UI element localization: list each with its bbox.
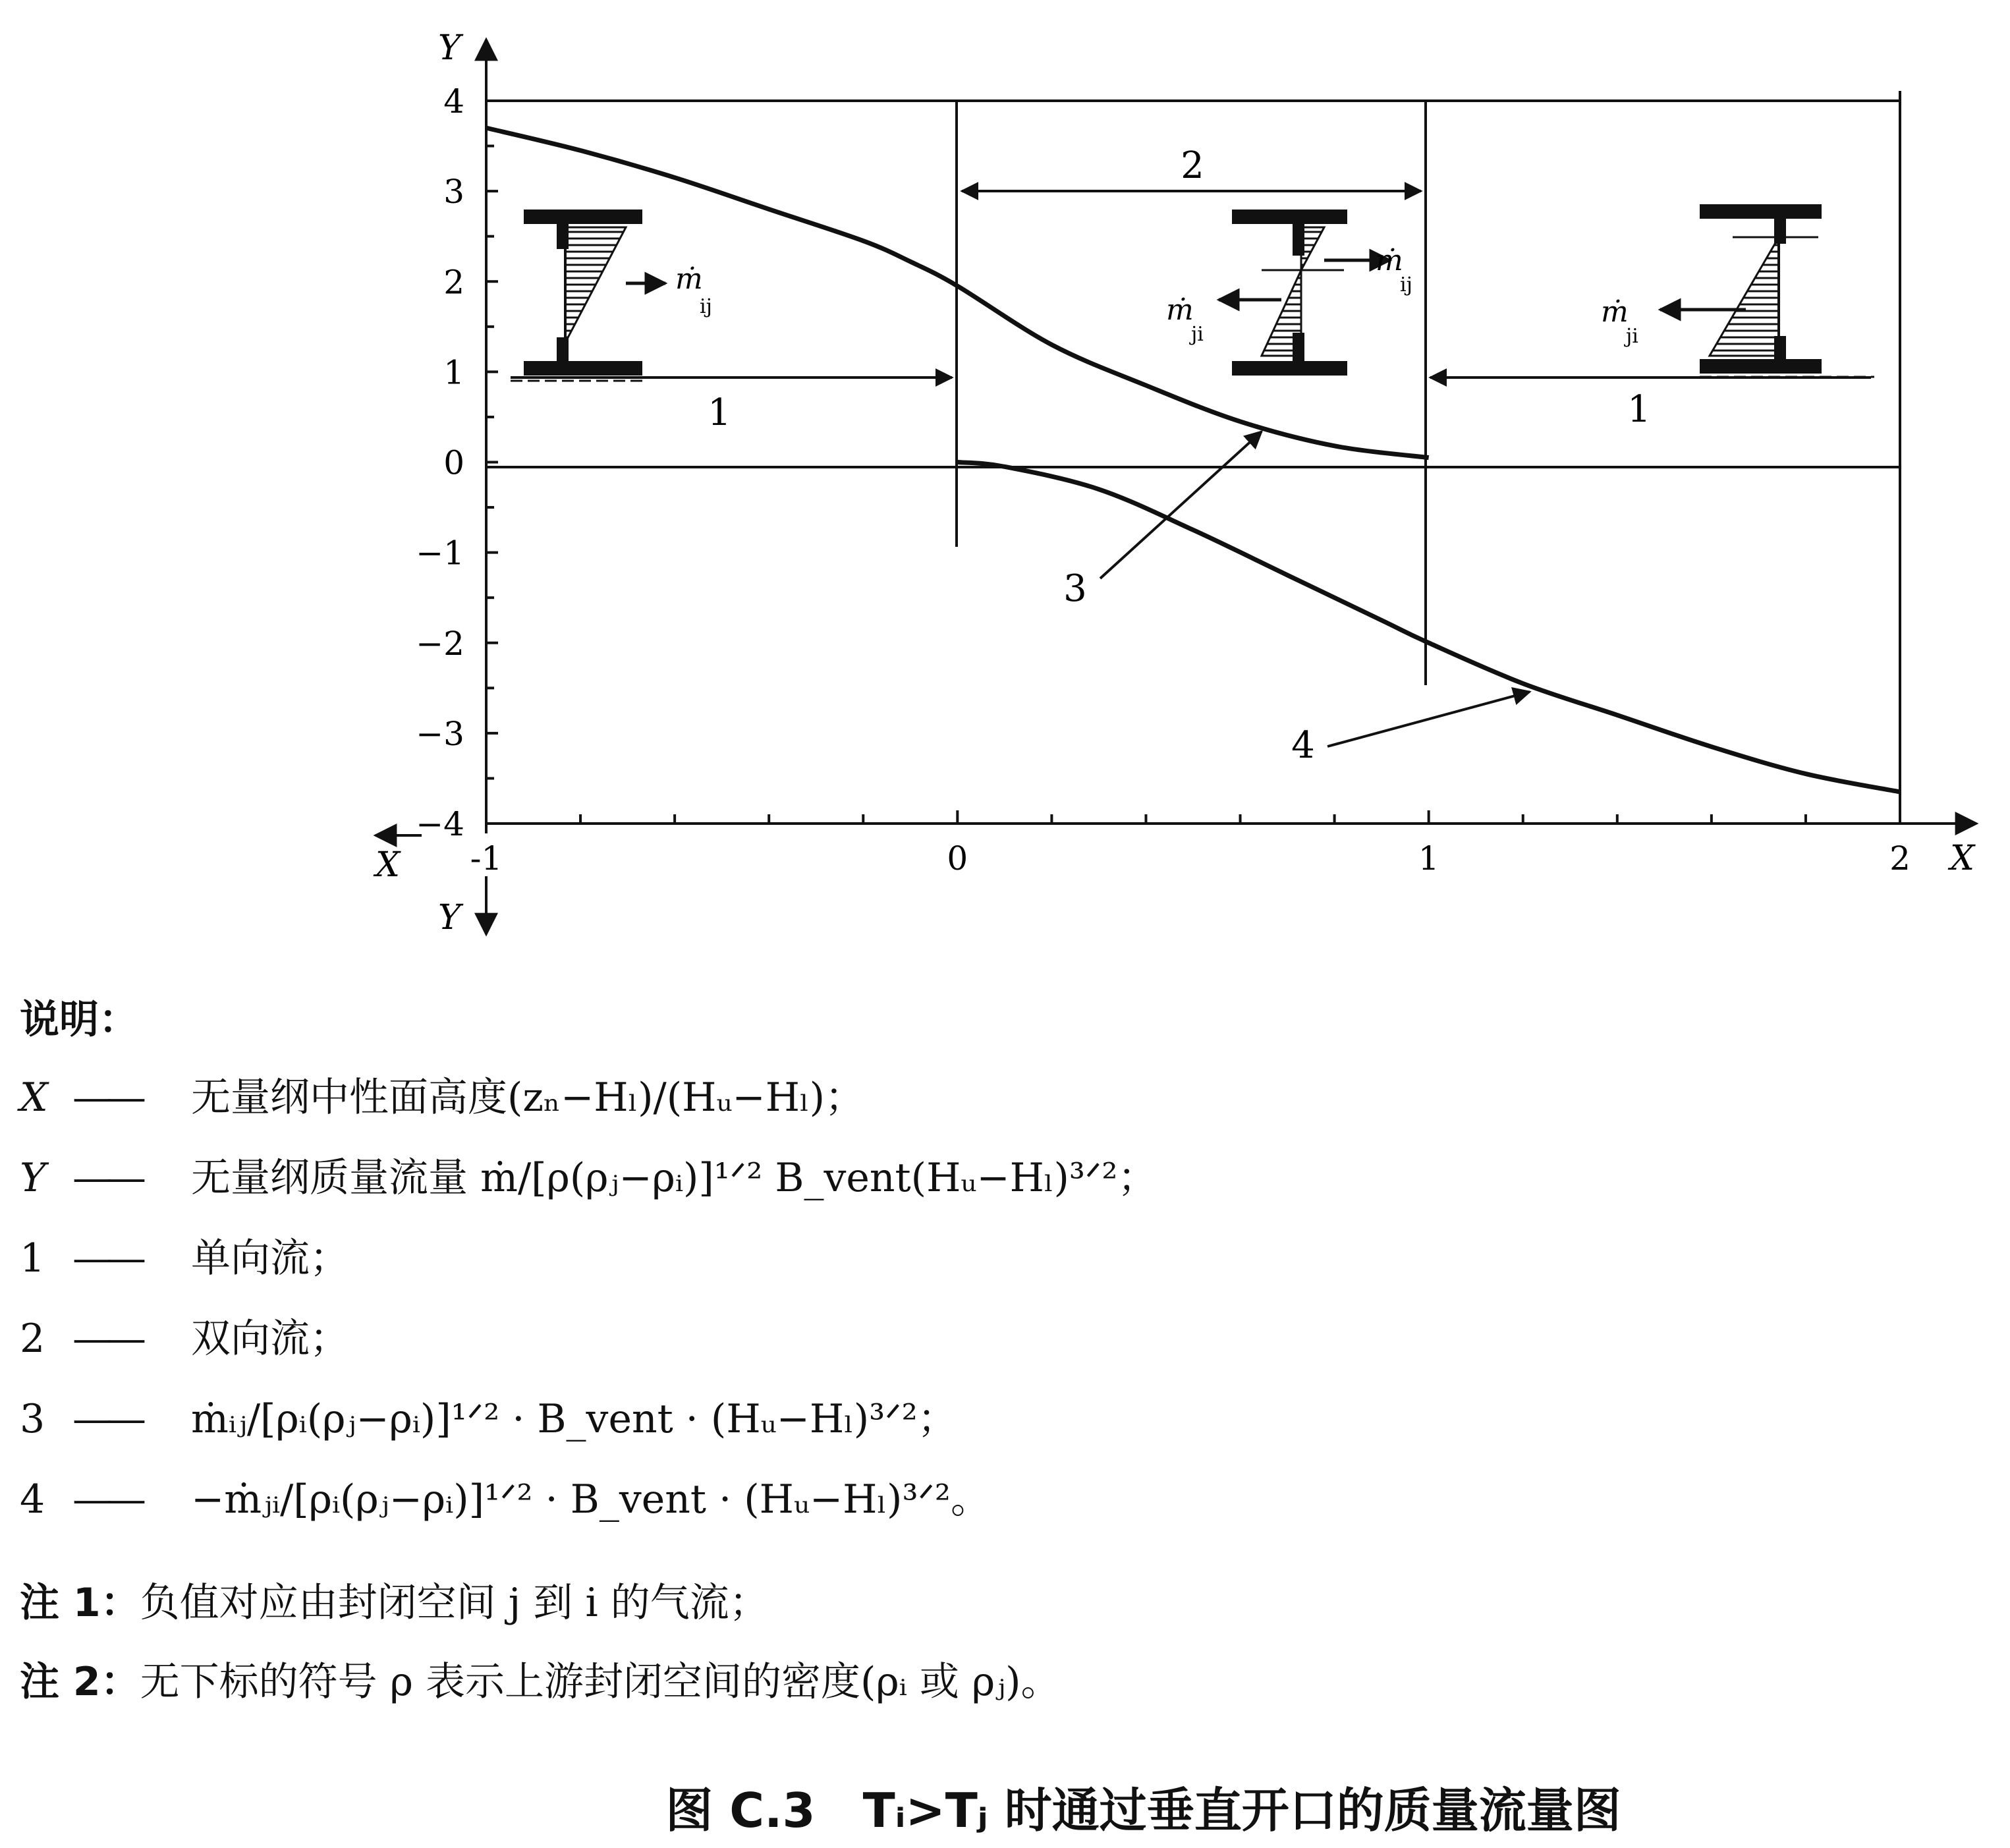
legend-item-3 — [20, 1387, 1930, 1468]
y-tick-label: −3 — [416, 714, 464, 753]
legend-dash: —— — [72, 1476, 141, 1523]
axis-ticks — [486, 101, 1900, 824]
legend-symbol: 4 — [20, 1476, 45, 1523]
legend-text: 无量纲质量流量 ṁ/[ρ(ρⱼ−ρᵢ)]¹ᐟ² B_vent(Hᵤ−Hₗ)³ᐟ²； — [191, 1155, 1158, 1201]
inset-unidirectional-ij — [511, 210, 712, 381]
note-label: 注 2： — [20, 1659, 140, 1705]
legend-dash: —— — [72, 1396, 141, 1442]
curve-label-4: 4 — [1291, 724, 1315, 767]
y-tick-label: −4 — [416, 805, 464, 843]
y-tick-label: −2 — [416, 624, 464, 663]
legend-item-2 — [20, 1307, 1930, 1387]
note-text: 无下标的符号 ρ 表示上游封闭空间的密度(ρᵢ 或 ρⱼ)。 — [140, 1659, 1061, 1705]
legend-item-4 — [20, 1468, 1930, 1548]
leader-3 — [1100, 432, 1262, 578]
note-label: 注 1： — [20, 1580, 140, 1626]
y-tick-label: 4 — [443, 82, 464, 121]
legend-text: 单向流； — [191, 1235, 349, 1281]
region-arrows — [511, 191, 1871, 378]
inset-2-m-symbol-ji: ṁ — [1166, 293, 1194, 327]
inset-2-subscript-ij: ij — [1400, 273, 1412, 296]
region-label-middle: 2 — [1181, 144, 1204, 187]
inset-1-subscript: ij — [700, 295, 712, 318]
neg-y-axis-label: Y — [438, 898, 461, 938]
legend-item-x — [20, 1066, 1930, 1146]
figure-caption: 图 C.3 Tᵢ>Tⱼ 时通过垂直开口的质量流量图 — [665, 1783, 1621, 1838]
x-axis-label: X — [1950, 839, 1975, 878]
legend-text: 无量纲中性面高度(zₙ−Hₗ)/(Hᵤ−Hₗ)； — [191, 1075, 864, 1121]
neg-x-axis-label: X — [376, 845, 401, 885]
inset-bidirectional — [1166, 210, 1412, 376]
legend-title: 说明： — [20, 997, 138, 1043]
inset-2-subscript-ji: ji — [1191, 323, 1204, 346]
y-axis-label: Y — [438, 28, 461, 68]
tick-labels — [416, 82, 1911, 878]
x-tick-label: -1 — [470, 839, 503, 878]
y-tick-label: 0 — [443, 443, 464, 482]
plot-frame — [486, 40, 1976, 833]
inset-3-m-symbol: ṁ — [1601, 295, 1629, 329]
notes — [20, 1571, 1930, 1729]
note-2 — [20, 1650, 1930, 1729]
legend-item-y — [20, 1146, 1930, 1227]
inset-1-m-symbol: ṁ — [675, 262, 703, 296]
legend-dash: —— — [72, 1235, 141, 1281]
legend-dash: —— — [72, 1075, 141, 1121]
legend-text: −ṁⱼᵢ/[ρᵢ(ρⱼ−ρᵢ)]¹ᐟ² · B_vent · (Hᵤ−Hₗ)³ᐟ²。 — [191, 1476, 990, 1523]
inset-unidirectional-ji — [1601, 204, 1874, 377]
legend-symbol: 3 — [20, 1396, 45, 1442]
note-1 — [20, 1571, 1930, 1650]
region-label-left: 1 — [708, 391, 731, 434]
note-text: 负值对应由封闭空间 j 到 i 的气流； — [140, 1580, 769, 1626]
legend-item-1 — [20, 1227, 1930, 1307]
legend-dash: —— — [72, 1155, 141, 1201]
x-tick-label: 2 — [1889, 839, 1911, 878]
inset-3-subscript: ji — [1626, 325, 1638, 348]
legend-symbol: 2 — [20, 1316, 45, 1362]
y-tick-label: 1 — [443, 353, 464, 392]
x-tick-label: 1 — [1418, 839, 1439, 878]
legend-text: ṁᵢⱼ/[ρᵢ(ρⱼ−ρᵢ)]¹ᐟ² · B_vent · (Hᵤ−Hₗ)³ᐟ²； — [191, 1396, 957, 1442]
curve-label-3: 3 — [1063, 567, 1087, 610]
region-label-right: 1 — [1627, 388, 1651, 431]
legend-symbol: Y — [20, 1155, 46, 1201]
legend-text: 双向流； — [191, 1316, 349, 1362]
y-tick-label: 3 — [443, 173, 464, 211]
x-tick-label: 0 — [947, 839, 968, 878]
legend-symbol: 1 — [20, 1235, 45, 1281]
y-tick-label: −1 — [416, 534, 464, 573]
inset-2-m-symbol-ij: ṁ — [1376, 244, 1403, 277]
series-4-curve — [957, 462, 1900, 793]
legend-symbol: X — [20, 1075, 48, 1121]
leader-4 — [1327, 692, 1530, 746]
y-tick-label: 2 — [443, 263, 464, 302]
legend-dash: —— — [72, 1316, 141, 1362]
legend — [20, 988, 1930, 1548]
